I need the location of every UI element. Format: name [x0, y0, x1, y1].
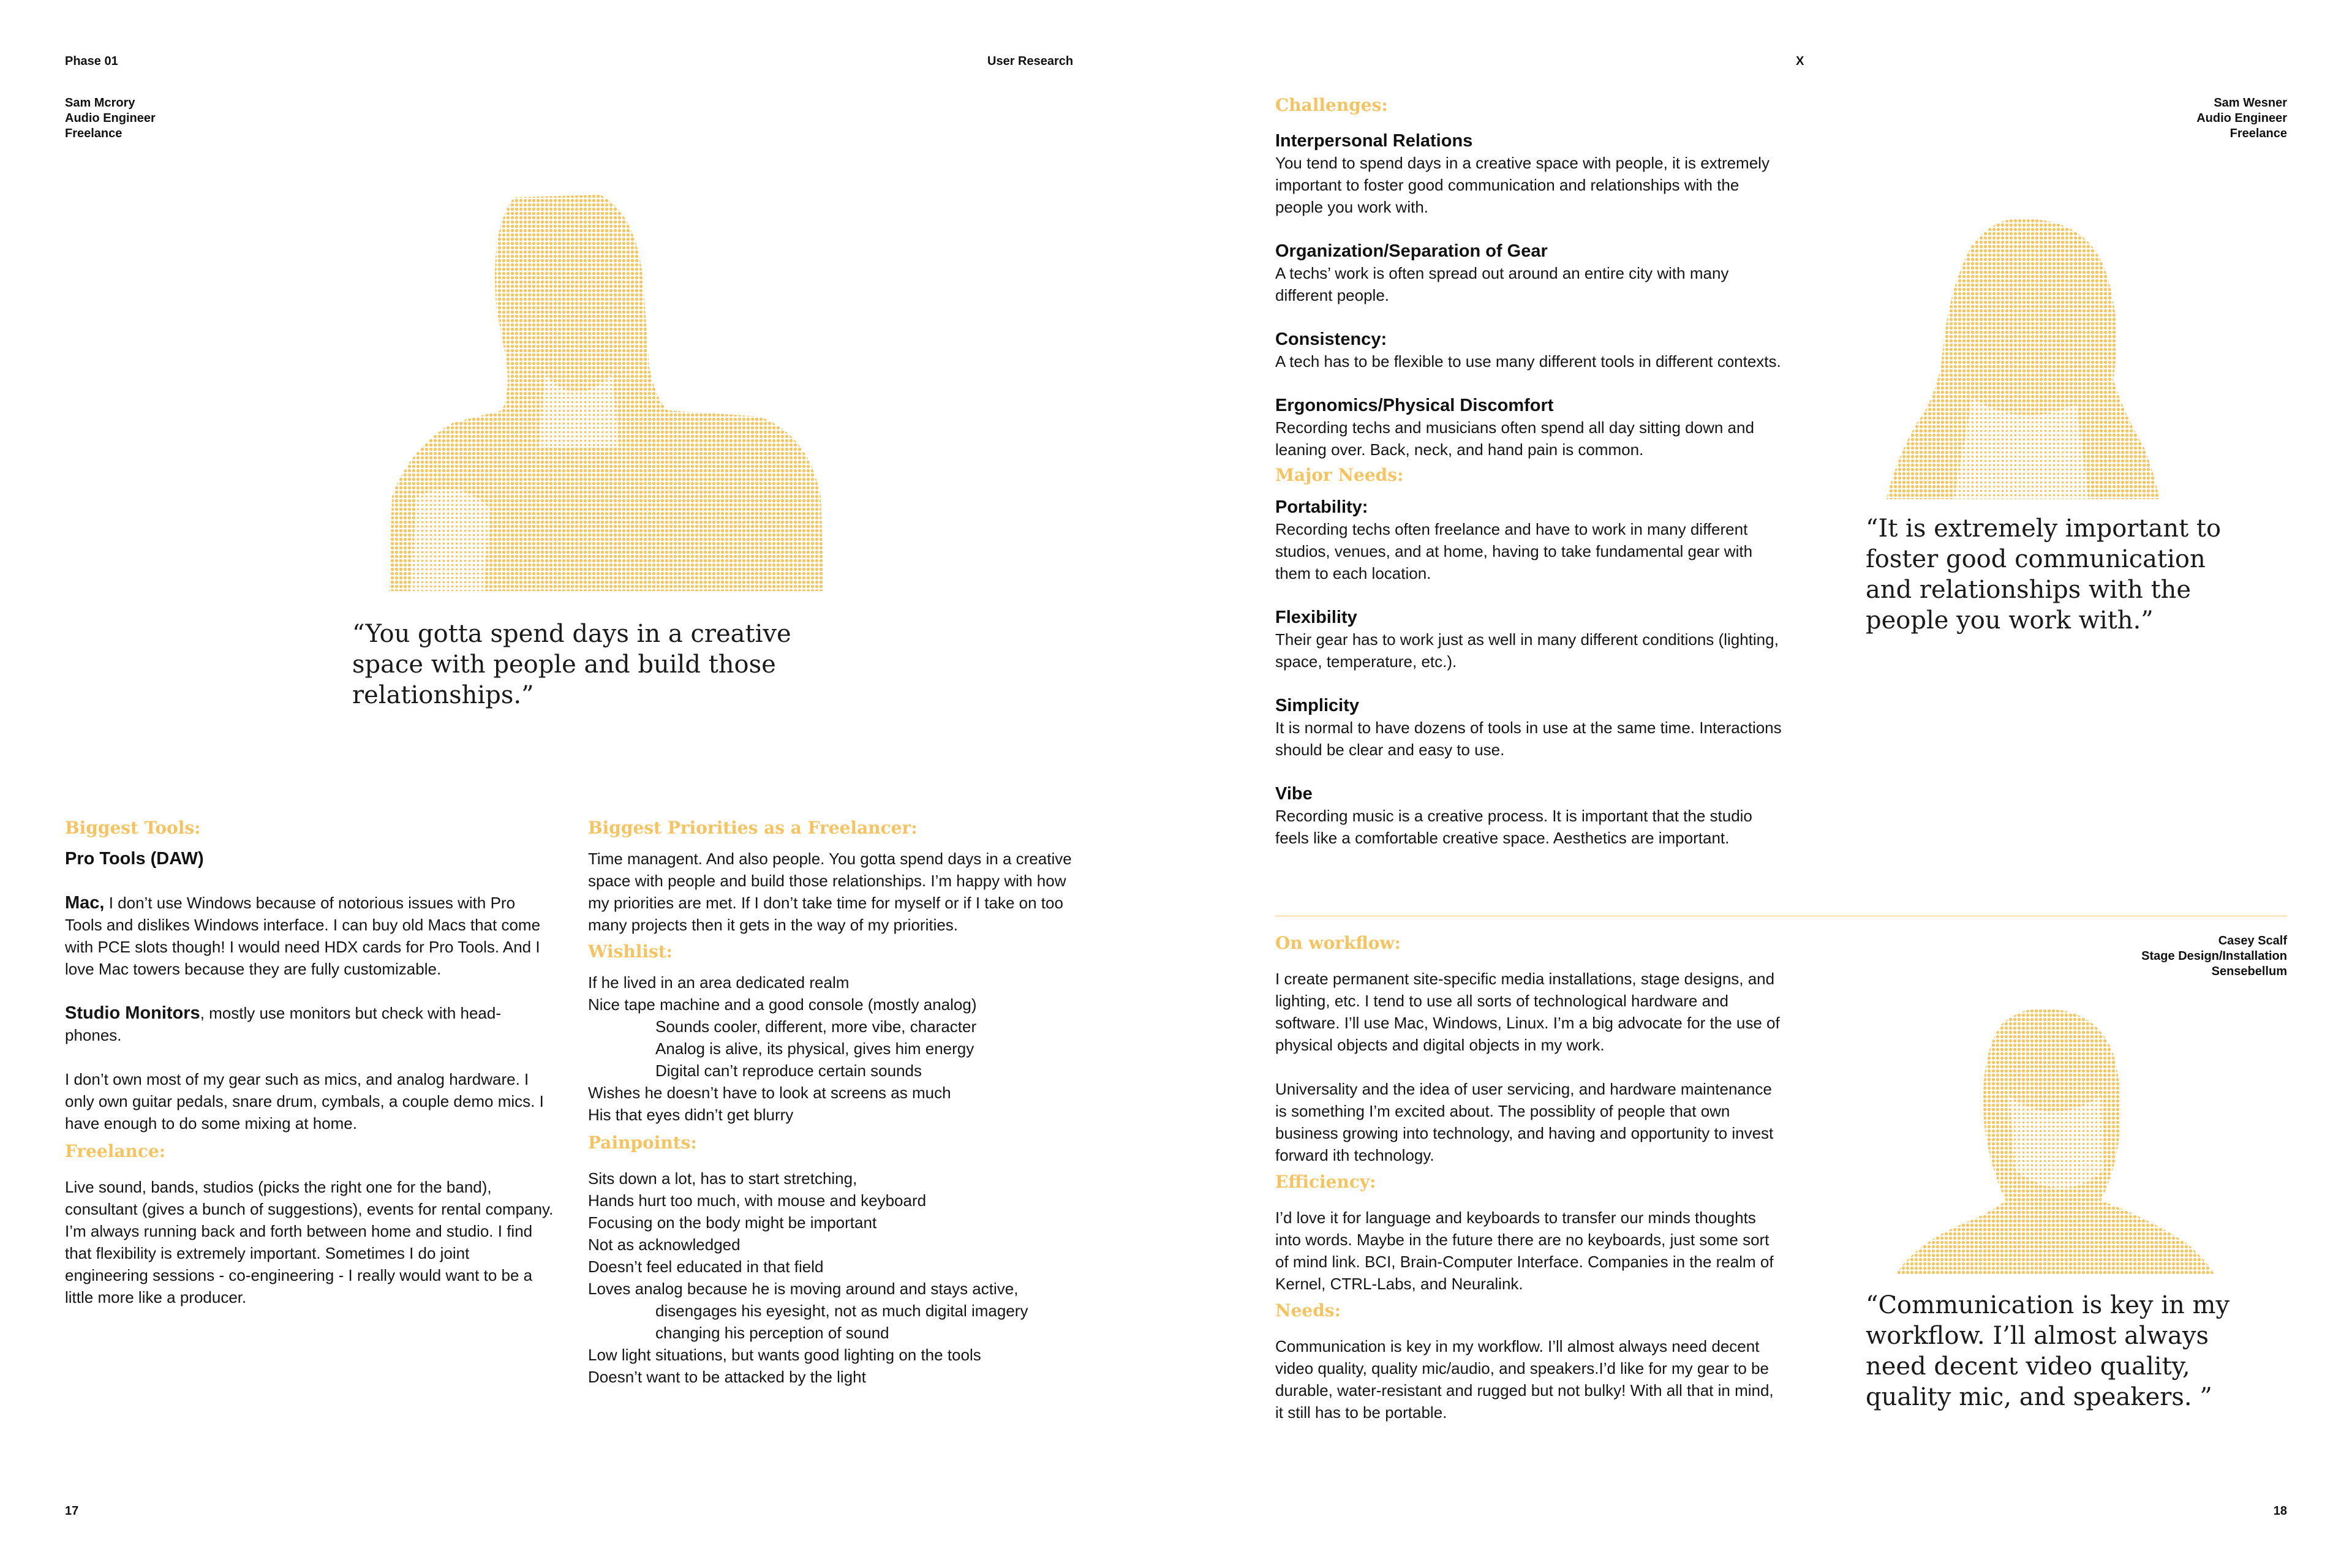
- persona2-info: [2042, 96, 2287, 141]
- workflow-column: [1275, 932, 1784, 1423]
- section-mark: X: [1796, 55, 1804, 68]
- workflow-heading: On workflow:: [1275, 933, 1401, 953]
- tools-column: [65, 817, 555, 1308]
- need-text: Recording techs often freelance and have to work in many different studios, venues, and at home, having to take fundamental gear with them to each location.: [1275, 520, 1753, 582]
- challenge-title: Ergonomics/Physical Discomfort: [1275, 396, 1554, 415]
- priorities-text: Time managent. And also people. You gotta spend days in a creative space with people and build those relationships. I’m happy with how my priorities are met. If I don’t take time for myself or if I take on too many projects then it gets in the way of my priorities.: [588, 850, 1072, 934]
- persona1-type: Freelance: [65, 127, 123, 140]
- gear-paragraph: I don’t own most of my gear such as mics, and analog hardware. I only own guitar pedals, snare drum, cymbals, a couple demo mics. I have enough to do some mixing at home.: [65, 1070, 544, 1133]
- persona2-portrait: [1880, 214, 2168, 502]
- painpoint-line: Focusing on the body might be important: [588, 1213, 877, 1232]
- persona3-role: Stage Design/Installation: [2141, 949, 2287, 963]
- persona2-name: Sam Wesner: [2214, 96, 2287, 110]
- daw-title: Pro Tools (DAW): [65, 849, 204, 869]
- persona3-name: Casey Scalf: [2218, 934, 2287, 948]
- wishlist-line: Sounds cooler, different, more vibe, character: [655, 1017, 977, 1036]
- section-divider: [1275, 915, 2287, 917]
- persona2-quote: “It is extremely important to foster good communication and relationships with the people you work with.”: [1866, 514, 2222, 635]
- painpoint-line: Sits down a lot, has to start stretching,: [588, 1169, 858, 1188]
- wishlist-heading: Wishlist:: [588, 941, 673, 962]
- persona1-quote: “You gotta spend days in a creative space with people and build those relationships.”: [352, 620, 791, 709]
- painpoint-line: disengages his eyesight, not as much digital imagery: [655, 1302, 1028, 1320]
- persona1-info: [65, 96, 156, 141]
- need-text: Recording music is a creative process. It is important that the studio feels like a comfortable creative space. Aesthetics are important.: [1275, 807, 1752, 847]
- persona3-portrait: [1893, 1005, 2217, 1277]
- persona1-role: Audio Engineer: [65, 111, 156, 125]
- monitors-text: , mostly use monitors but check with head-phones.: [65, 1004, 502, 1044]
- painpoints-heading: Painpoints:: [588, 1133, 697, 1153]
- workflow-text: Universality and the idea of user servicing, and hardware maintenance is something I’m excited about. The possiblity of people that own business growing into technology, and having and opportunity to invest forward ith technology.: [1275, 1080, 1774, 1164]
- challenge-text: Recording techs and musicians often spend all day sitting down and leaning over. Back, neck, and hand pain is common.: [1275, 418, 1754, 459]
- section-title: User Research: [987, 55, 1074, 68]
- need-title: Flexibility: [1275, 608, 1357, 627]
- wishlist-line: His that eyes didn’t get blurry: [588, 1106, 794, 1124]
- painpoint-line: Not as acknowledged: [588, 1235, 741, 1254]
- freelance-heading: Freelance:: [65, 1141, 166, 1161]
- phase-label: Phase 01: [65, 55, 118, 68]
- challenge-title: Consistency:: [1275, 330, 1387, 349]
- persona3-quote: “Communication is key in my workflow. I’ll almost always need decent video quality, quality mic, and speakers. ”: [1866, 1291, 2230, 1411]
- persona3-info: [2042, 933, 2287, 979]
- painpoint-line: changing his perception of sound: [655, 1324, 889, 1342]
- wishlist-line: If he lived in an area dedicated realm: [588, 973, 850, 992]
- need-title: Portability:: [1275, 497, 1368, 517]
- mac-paragraph: [65, 892, 555, 980]
- painpoint-line: Doesn’t want to be attacked by the light: [588, 1368, 866, 1386]
- persona2-type: Freelance: [2230, 127, 2287, 140]
- major-needs-heading: Major Needs:: [1275, 465, 1404, 485]
- efficiency-heading: Efficiency:: [1275, 1172, 1376, 1192]
- priorities-heading: Biggest Priorities as a Freelancer:: [588, 818, 918, 838]
- workflow-text: I create permanent site-specific media installations, stage designs, and lighting, etc. I tend to use all sorts of technological hardware and software. I’ll use Mac, Windows, Linux. I’m a big advocate for the use of physical objects and digital objects in my work.: [1275, 970, 1780, 1054]
- challenge-text: A techs’ work is often spread out around an entire city with many different people.: [1275, 264, 1729, 304]
- wishlist-line: Digital can’t reproduce certain sounds: [655, 1061, 922, 1080]
- priorities-column: [588, 817, 1078, 1388]
- mac-text: I don’t use Windows because of notorious issues with Pro Tools and dislikes Windows interface. I can buy old Macs that come with PCE slots though! I would need HDX cards for Pro Tools. And I love Mac towers because they are fully customizable.: [65, 894, 541, 978]
- tools-heading: Biggest Tools:: [65, 818, 201, 838]
- needs-heading: Needs:: [1275, 1300, 1341, 1321]
- persona1-name: Sam Mcrory: [65, 96, 135, 110]
- need-text: It is normal to have dozens of tools in use at the same time. Interactions should be clear and easy to use.: [1275, 718, 1782, 759]
- painpoint-line: Loves analog because he is moving around and stays active,: [588, 1280, 1019, 1298]
- challenge-title: Organization/Separation of Gear: [1275, 241, 1548, 261]
- wishlist-line: Analog is alive, its physical, gives him energy: [655, 1039, 974, 1058]
- challenge-text: You tend to spend days in a creative space with people, it is extremely important to foster good communication and relationships with the people you work with.: [1275, 154, 1770, 216]
- painpoint-line: Doesn’t feel educated in that field: [588, 1257, 824, 1276]
- challenge-title: Interpersonal Relations: [1275, 131, 1473, 151]
- need-title: Simplicity: [1275, 696, 1359, 715]
- challenges-heading: Challenges:: [1275, 95, 1388, 115]
- persona3-company: Sensebellum: [2211, 965, 2287, 978]
- page-number-right: 18: [2273, 1504, 2287, 1518]
- page-number-left: 17: [65, 1504, 79, 1518]
- painpoint-line: Hands hurt too much, with mouse and keyboard: [588, 1191, 927, 1210]
- monitors-paragraph: [65, 1002, 555, 1046]
- persona1-portrait: [343, 190, 833, 594]
- mac-title: Mac,: [65, 893, 105, 913]
- painpoint-line: Low light situations, but wants good lighting on the tools: [588, 1346, 981, 1364]
- need-title: Vibe: [1275, 784, 1313, 804]
- efficiency-text: I’d love it for language and keyboards to transfer our minds thoughts into words. Maybe in the future there are no keyboards, just some sort of mind link. BCI, Brain-Computer Interface. Companies in the realm of Kernel, CTRL-Labs, and Neuralink.: [1275, 1208, 1774, 1293]
- monitors-title: Studio Monitors: [65, 1003, 200, 1023]
- wishlist-line: Nice tape machine and a good console (mostly analog): [588, 995, 977, 1014]
- freelance-text: Live sound, bands, studios (picks the right one for the band), consultant (gives a bunch of suggestions), events for rental company. I’m always running back and forth between home and studio. I find that flexibility is extremely important. Sometimes I do joint engineering sessions - co-engineering - I really would want to be a little more like a producer.: [65, 1178, 554, 1306]
- challenges-column: [1275, 94, 1784, 849]
- need-text: Their gear has to work just as well in many different conditions (lighting, space, temperature, etc.).: [1275, 630, 1779, 671]
- wishlist-line: Wishes he doesn’t have to look at screens as much: [588, 1084, 951, 1102]
- persona2-role: Audio Engineer: [2196, 111, 2287, 125]
- needs-text: Communication is key in my workflow. I’ll almost always need decent video quality, quality mic/audio, and speakers.I’d like for my gear to be durable, water-resistant and rugged but not bulky! With all that in mind, it still has to be portable.: [1275, 1337, 1774, 1422]
- challenge-text: A tech has to be flexible to use many different tools in different contexts.: [1275, 352, 1781, 371]
